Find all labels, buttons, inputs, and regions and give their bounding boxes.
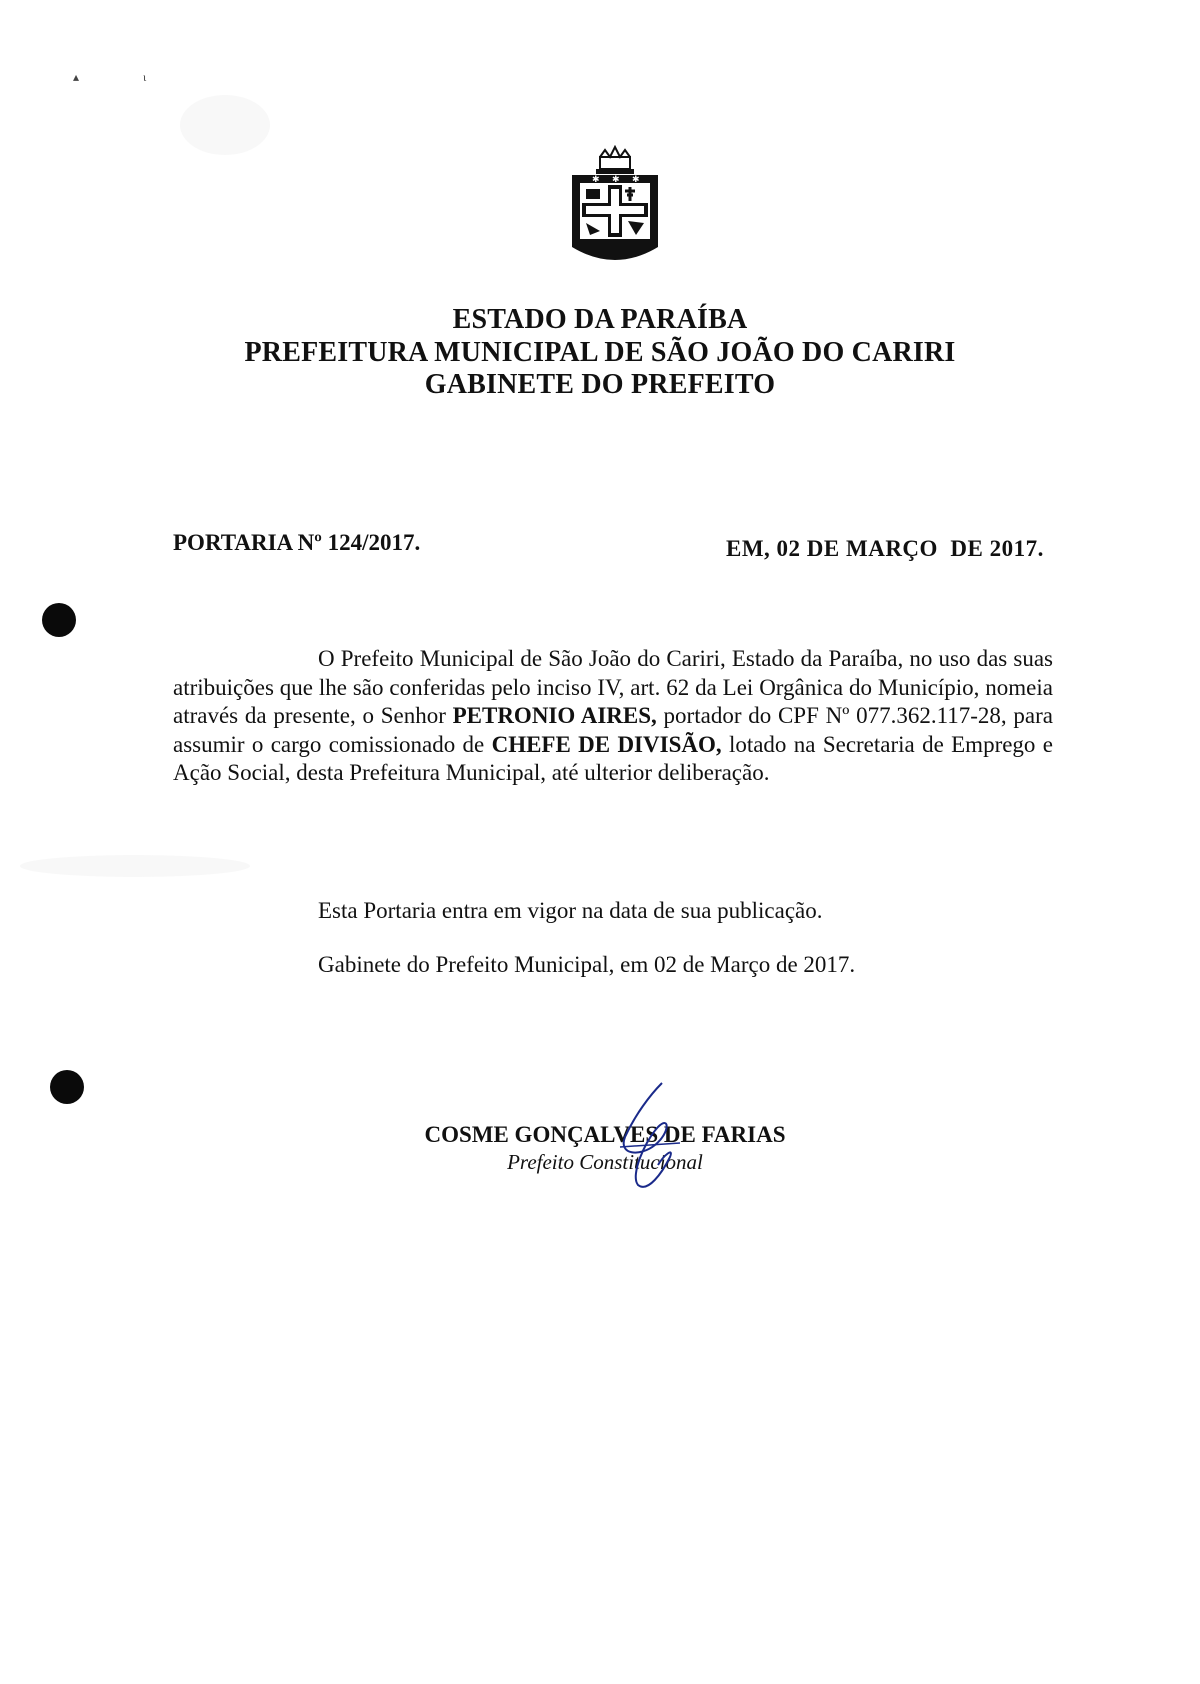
signatory-title: Prefeito Constitucional: [507, 1150, 703, 1174]
signatory-name: COSME GONÇALVES DE FARIAS: [424, 1122, 786, 1147]
svg-text:✱: ✱: [612, 175, 620, 185]
portaria-number: PORTARIA Nº 124/2017.: [173, 530, 421, 555]
svg-text:✱: ✱: [592, 175, 600, 185]
closing-line: Gabinete do Prefeito Municipal, em 02 de Março de 2017.: [318, 952, 856, 977]
body-text-part3: lotado na Secretaria de Emprego e Ação Social, desta Prefeitura Municipal, até ulterior deliberação.: [173, 731, 1053, 785]
appointee-name: PETRONIO AIRES,: [452, 703, 657, 728]
body-paragraph: [173, 645, 1053, 788]
scan-mark: ▴: [73, 70, 80, 84]
appointed-role: CHEFE DE DIVISÃO,: [491, 731, 722, 757]
header-state: ESTADO DA PARAÍBA: [452, 304, 748, 335]
punch-hole-icon: [42, 603, 76, 637]
effective-clause: Esta Portaria entra em vigor na data de sua publicação.: [318, 898, 823, 923]
body-text-part1: O Prefeito Municipal de São João do Cariri, Estado da Paraíba, no uso das suas atribuições que lhe são conferidas pelo inciso IV, art. 62 da Lei Orgânica do Município, nomeia através da presente, o Senhor: [173, 646, 1053, 728]
svg-text:✱: ✱: [632, 175, 640, 185]
punch-hole-icon: [50, 1070, 84, 1104]
scan-stain: [180, 95, 270, 155]
scan-stain: [20, 855, 250, 877]
header-office: GABINETE DO PREFEITO: [424, 369, 776, 400]
body-text-part2: portador do CPF Nº 077.362.117-28, para assumir o cargo comissionado de: [173, 703, 1053, 757]
scan-mark: ι: [143, 70, 147, 84]
handwritten-signature-icon: [600, 1075, 710, 1195]
header-municipality: PREFEITURA MUNICIPAL DE SÃO JOÃO DO CARIRI: [244, 337, 956, 368]
portaria-date: EM, 02 DE MARÇO DE 2017.: [726, 536, 1044, 561]
municipal-coat-of-arms-icon: [570, 145, 660, 265]
